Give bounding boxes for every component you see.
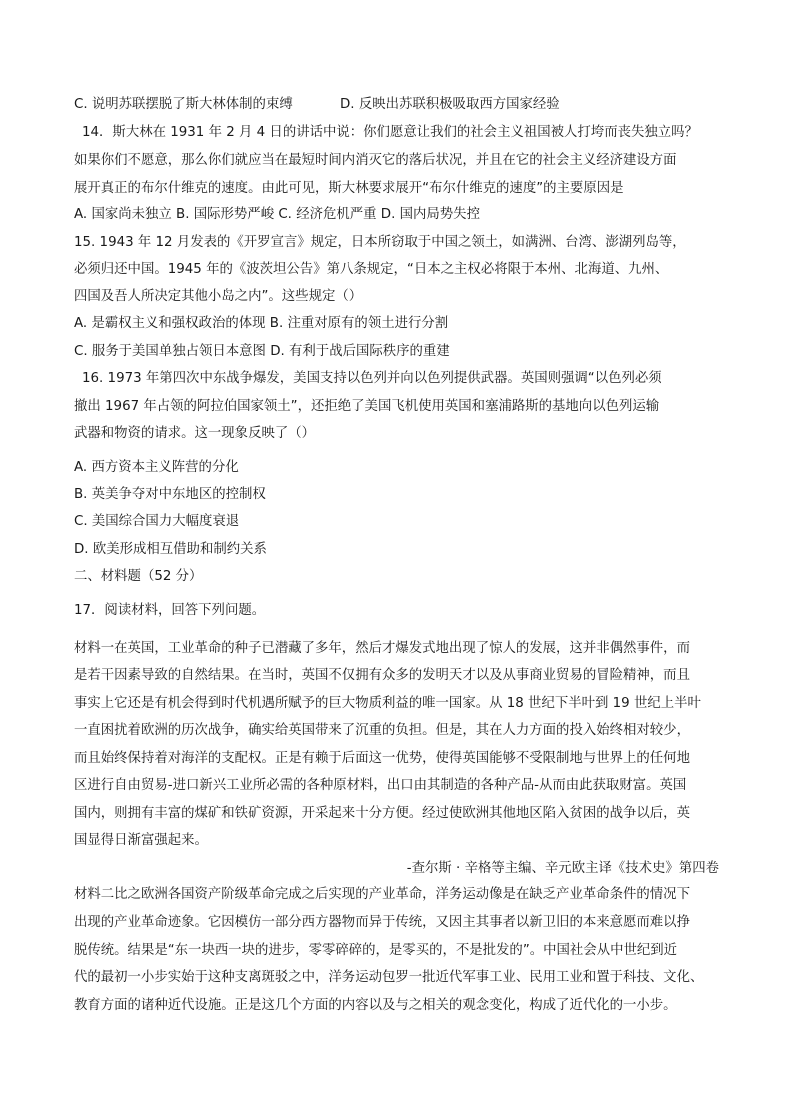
- material-1-line-8: 国显得日渐富强起来。: [74, 833, 208, 848]
- section-heading-material: 二、材料题（52 分）: [74, 569, 203, 584]
- material-2-line-4: 代的最初一小步实始于这种支离斑驳之中，洋务运动包罗一批近代军事工业、民用工业和置于科技、文化、: [74, 970, 704, 985]
- material-1-line-2: 是若干因素导致的自然结果。在当时，英国不仅拥有众多的发明天才以及从事商业贸易的冒险精神，而且: [74, 668, 690, 683]
- q16-option-a: A. 西方资本主义阵营的分化: [74, 460, 239, 475]
- material-1-line-3: 事实上它还是有机会得到时代机遇所赋予的巨大物质利益的唯一国家。从 18 世纪下半叶到 19 世纪上半叶: [74, 696, 701, 711]
- q14-stem-line-2: 如果你们不愿意，那么你们就应当在最短时间内消灭它的落后状况，并且在它的社会主义经济建设方面: [74, 153, 677, 168]
- q15-stem-line-2: 必须归还中国。1945 年的《波茨坦公告》第八条规定，“日本之主权必将限于本州、北海道、九州、: [74, 262, 669, 277]
- material-2-line-1: 材料二比之欧洲各国资产阶级革命完成之后实现的产业革命，洋务运动像是在缺乏产业革命条件的情况下: [74, 887, 690, 902]
- q16-stem-line-2: 撤出 1967 年占领的阿拉伯国家领土”，还拒绝了美国飞机使用英国和塞浦路斯的基地向以色列运输: [74, 399, 660, 414]
- q16-option-c: C. 美国综合国力大幅度衰退: [74, 514, 240, 529]
- q17-instruction: 17．阅读材料，回答下列问题。: [74, 603, 266, 618]
- material-1-line-1: 材料一在英国，工业革命的种子已潜藏了多年，然后才爆发式地出现了惊人的发展，这并非偶然事件，而: [74, 641, 690, 656]
- material-1-line-6: 区进行自由贸易-进口新兴工业所必需的各种原材料，出口由其制造的各种产品-从而由此获取财富。英国: [74, 778, 687, 793]
- material-1-line-4: 一直困扰着欧洲的历次战争，确实给英国带来了沉重的负担。但是，其在人力方面的投入始终相对较少，: [74, 723, 690, 738]
- q13-option-d: D. 反映出苏联积极吸取西方国家经验: [340, 97, 560, 112]
- q14-stem-line-1: 14．斯大林在 1931 年 2 月 4 日的讲话中说：你们愿意让我们的社会主义祖国被人打垮而丧失独立吗？: [82, 125, 698, 140]
- material-1-line-5: 而且始终保持着对海洋的支配权。正是有赖于后面这一优势，使得英国能够不受限制地与世界上的任何地: [74, 751, 690, 766]
- q14-stem-line-3: 展开真正的布尔什维克的速度。由此可见，斯大林要求展开“布尔什维克的速度”的主要原因是: [74, 181, 624, 196]
- material-2-line-5: 教育方面的诸种近代设施。正是这几个方面的内容以及与之相关的观念变化，构成了近代化的一小步。: [74, 998, 677, 1013]
- q16-option-b: B. 英美争夺对中东地区的控制权: [74, 487, 266, 502]
- material-2-line-3: 脱传统。结果是“东一块西一块的进步，零零碎碎的，是零买的，不是批发的”。中国社会从中世纪到近: [74, 943, 678, 958]
- material-2-line-2: 出现的产业革命迹象。它因模仿一部分西方器物而异于传统，又因主其事者以新卫旧的本来意愿而难以挣: [74, 915, 690, 930]
- q15-options-ab: A. 是霸权主义和强权政治的体现 B. 注重对原有的领土进行分割: [74, 316, 449, 331]
- q15-stem-line-3: 四国及吾人所决定其他小岛之内”。这些规定（）: [74, 289, 363, 304]
- q16-stem-line-1: 16. 1973 年第四次中东战争爆发，美国支持以色列并向以色列提供武器。英国则强调“以色列必须: [82, 371, 662, 386]
- q16-option-d: D. 欧美形成相互借助和制约关系: [74, 542, 267, 557]
- q16-stem-line-3: 武器和物资的请求。这一现象反映了（）: [74, 426, 316, 441]
- material-1-line-7: 国内，则拥有丰富的煤矿和铁矿资源，开采起来十分方便。经过使欧洲其他地区陷入贫困的战争以后，英: [74, 806, 690, 821]
- q14-options: A. 国家尚未独立 B. 国际形势严峻 C. 经济危机严重 D. 国内局势失控: [74, 207, 480, 222]
- q15-options-cd: C. 服务于美国单独占领日本意图 D. 有利于战后国际秩序的重建: [74, 344, 450, 359]
- q15-stem-line-1: 15. 1943 年 12 月发表的《开罗宣言》规定，日本所窃取于中国之领土，如满洲、台湾、澎湖列岛等，: [74, 235, 686, 250]
- material-1-source: -查尔斯 · 辛格等主编、辛元欧主译《技术史》第四卷: [406, 861, 719, 876]
- q13-option-c: C. 说明苏联摆脱了斯大林体制的束缚: [74, 97, 293, 112]
